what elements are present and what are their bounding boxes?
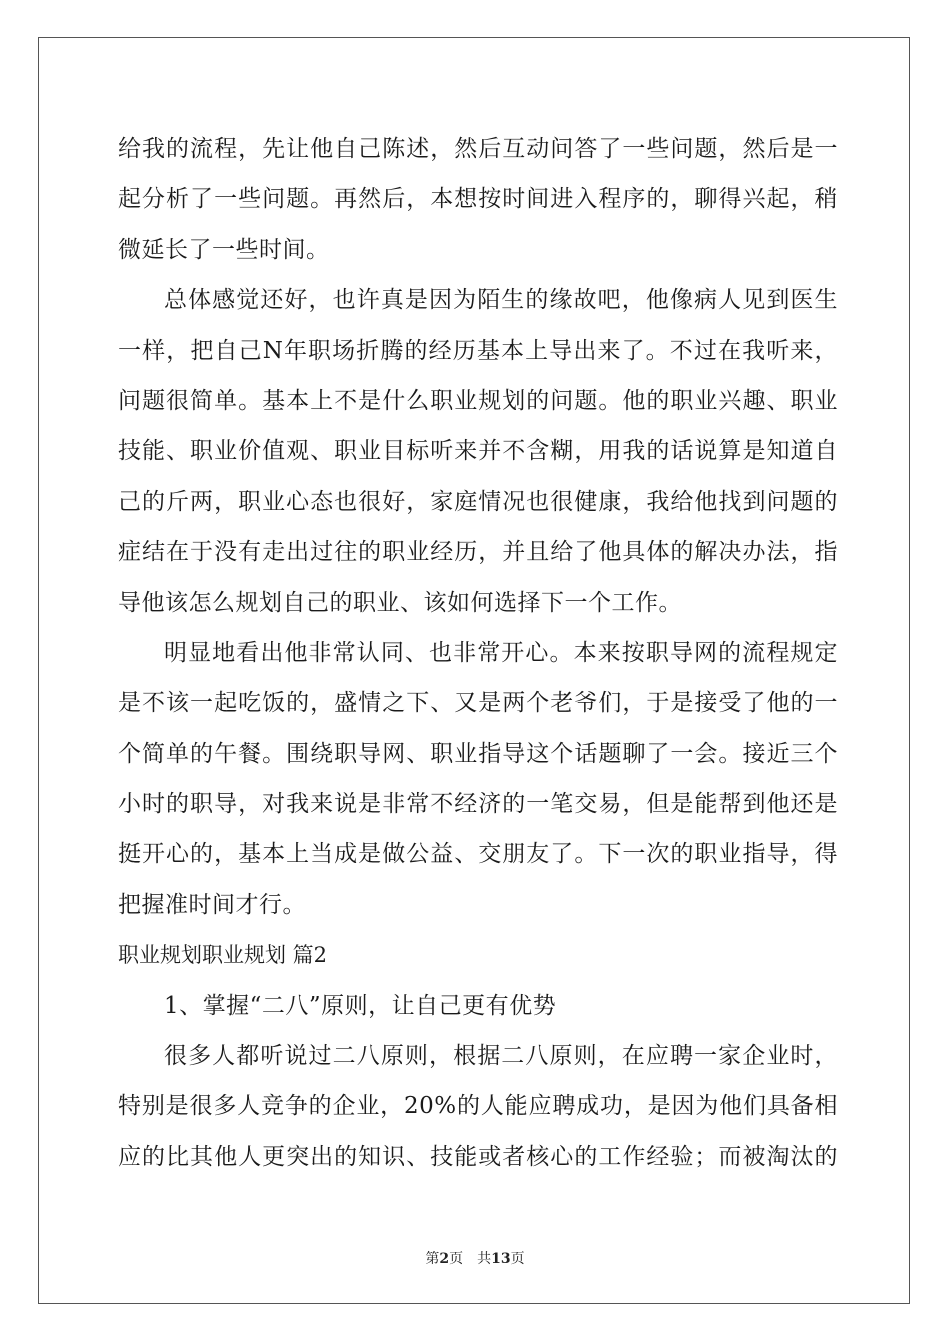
text-line: 特别是很多人竞争的企业，20%的人能应聘成功，是因为他们具备相	[118, 1093, 838, 1120]
page-prefix: 第	[425, 1251, 440, 1267]
text-line: 导他该怎么规划自己的职业、该如何选择下一个工作。	[118, 589, 682, 616]
text-line: 把握准时间才行。	[118, 891, 306, 918]
document-body	[118, 124, 838, 1182]
text-line: 应的比其他人更突出的知识、技能或者核心的工作经验；而被淘汰的	[118, 1143, 838, 1170]
text-line: 明显地看出他非常认同、也非常开心。本来按职导网的流程规定	[164, 639, 838, 666]
text-line: 起分析了一些问题。再然后，本想按时间进入程序的，聊得兴起，稍	[118, 186, 838, 213]
text-line: 一样，把自己N年职场折腾的经历基本上导出来了。不过在我听来，	[118, 337, 838, 364]
page-footer	[0, 1248, 950, 1268]
section-heading: 职业规划职业规划 篇2	[118, 943, 328, 968]
page-suffix: 页	[449, 1251, 464, 1267]
total-prefix: 共	[477, 1251, 492, 1267]
text-line: 给我的流程，先让他自己陈述，然后互动问答了一些问题，然后是一	[118, 136, 838, 162]
text-line: 挺开心的，基本上当成是做公益、交朋友了。下一次的职业指导，得	[118, 841, 838, 868]
text-line: 小时的职导，对我来说是非常不经济的一笔交易，但是能帮到他还是	[118, 791, 838, 818]
text-line: 技能、职业价值观、职业目标听来并不含糊，用我的话说算是知道自	[118, 438, 838, 465]
text-line: 症结在于没有走出过往的职业经历，并且给了他具体的解决办法，指	[118, 539, 838, 566]
text-line: 微延长了一些时间。	[118, 236, 330, 263]
subsection-heading: 1、掌握“二八”原则，让自己更有优势	[164, 992, 557, 1019]
total-pages: 13	[491, 1251, 511, 1267]
text-line: 个简单的午餐。围绕职导网、职业指导这个话题聊了一会。接近三个	[118, 740, 838, 767]
text-line: 己的斤两，职业心态也很好，家庭情况也很健康，我给他找到问题的	[118, 488, 838, 515]
page-number: 2	[439, 1251, 450, 1267]
total-suffix: 页	[510, 1251, 525, 1267]
text-line: 总体感觉还好，也许真是因为陌生的缘故吧，他像病人见到医生	[164, 287, 838, 314]
text-line: 是不该一起吃饭的，盛情之下、又是两个老爷们，于是接受了他的一	[118, 690, 838, 717]
text-line: 很多人都听说过二八原则，根据二八原则，在应聘一家企业时，	[164, 1043, 838, 1070]
text-line: 问题很简单。基本上不是什么职业规划的问题。他的职业兴趣、职业	[118, 387, 838, 414]
